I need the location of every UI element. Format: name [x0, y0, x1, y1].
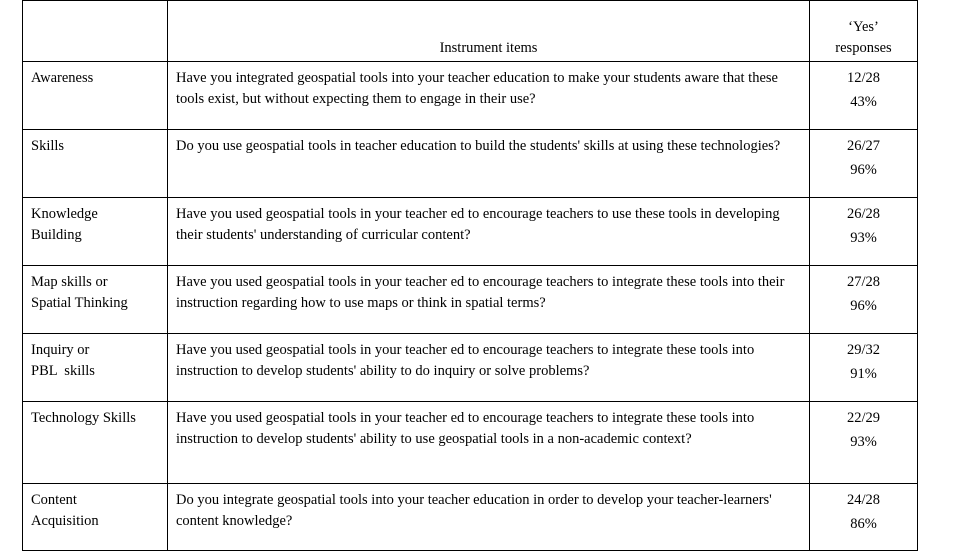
- instrument-item-cell: Do you use geospatial tools in teacher education to build the students' skills at using these technologies?: [168, 130, 810, 198]
- header-instrument-items: Instrument items: [168, 1, 810, 62]
- response-fraction: 27/28: [846, 274, 881, 290]
- category-label-line1: Knowledge: [31, 206, 98, 222]
- response-percent: 86%: [850, 516, 877, 532]
- table-row: [23, 334, 918, 402]
- table-row: [23, 484, 918, 551]
- response-fraction: 29/32: [846, 342, 881, 358]
- response-percent: 93%: [850, 230, 877, 246]
- response-cell: [810, 266, 918, 334]
- table-row: [23, 198, 918, 266]
- response-cell: [810, 130, 918, 198]
- category-label-line2: Spatial Thinking: [31, 295, 128, 311]
- category-label-line1: Inquiry or: [31, 342, 90, 358]
- response-cell: [810, 402, 918, 484]
- response-percent: 91%: [850, 366, 877, 382]
- category-cell: [23, 484, 168, 551]
- instrument-item-cell: Have you used geospatial tools in your teacher ed to encourage teachers to integrate these tools into instruction to develop students' ability to use geospatial tools in a non-academic context?: [168, 402, 810, 484]
- header-category: [23, 1, 168, 62]
- category-label-line2: Building: [31, 227, 82, 243]
- category-cell: [23, 130, 168, 198]
- category-cell: [23, 334, 168, 402]
- category-label-line2: Acquisition: [31, 513, 99, 529]
- category-label-line1: Content: [31, 492, 77, 508]
- instrument-item-cell: Do you integrate geospatial tools into your teacher education in order to develop your teacher-learners' content knowledge?: [168, 484, 810, 551]
- response-cell: [810, 62, 918, 130]
- table-row: [23, 402, 918, 484]
- table-row: [23, 130, 918, 198]
- category-cell: [23, 62, 168, 130]
- table-header-row: [23, 1, 918, 62]
- response-percent: 96%: [850, 162, 877, 178]
- response-cell: [810, 198, 918, 266]
- category-cell: [23, 198, 168, 266]
- response-fraction: 12/28: [846, 70, 881, 86]
- instrument-item-cell: Have you used geospatial tools in your teacher ed to encourage teachers to integrate these tools into their instruction regarding how to use maps or think in spatial terms?: [168, 266, 810, 334]
- response-fraction: 24/28: [846, 492, 881, 508]
- category-label-line1: Map skills or: [31, 274, 108, 290]
- survey-table: [22, 0, 918, 551]
- response-fraction: 26/28: [846, 206, 881, 222]
- category-label: Technology Skills: [31, 410, 136, 426]
- response-cell: [810, 334, 918, 402]
- response-percent: 43%: [850, 94, 877, 110]
- response-fraction: 26/27: [846, 138, 881, 154]
- response-percent: 96%: [850, 298, 877, 314]
- header-yes-label: ‘Yes’: [848, 19, 879, 35]
- category-cell: [23, 266, 168, 334]
- table-row: [23, 62, 918, 130]
- category-label-line2: PBL skills: [31, 363, 95, 379]
- response-percent: 93%: [850, 434, 877, 450]
- instrument-item-cell: Have you integrated geospatial tools into your teacher education to make your students aware that these tools exist, but without expecting them to engage in their use?: [168, 62, 810, 130]
- category-label: Awareness: [31, 70, 94, 86]
- category-label: Skills: [31, 138, 65, 154]
- table-row: [23, 266, 918, 334]
- category-cell: [23, 402, 168, 484]
- instrument-item-cell: Have you used geospatial tools in your teacher ed to encourage teachers to use these tools in developing their students' understanding of curricular content?: [168, 198, 810, 266]
- survey-table-container: [22, 0, 917, 551]
- response-fraction: 22/29: [846, 410, 881, 426]
- header-responses-label: responses: [835, 40, 892, 56]
- response-cell: [810, 484, 918, 551]
- instrument-item-cell: Have you used geospatial tools in your teacher ed to encourage teachers to integrate these tools into instruction to develop students' ability to do inquiry or solve problems?: [168, 334, 810, 402]
- header-yes-responses: [810, 1, 918, 62]
